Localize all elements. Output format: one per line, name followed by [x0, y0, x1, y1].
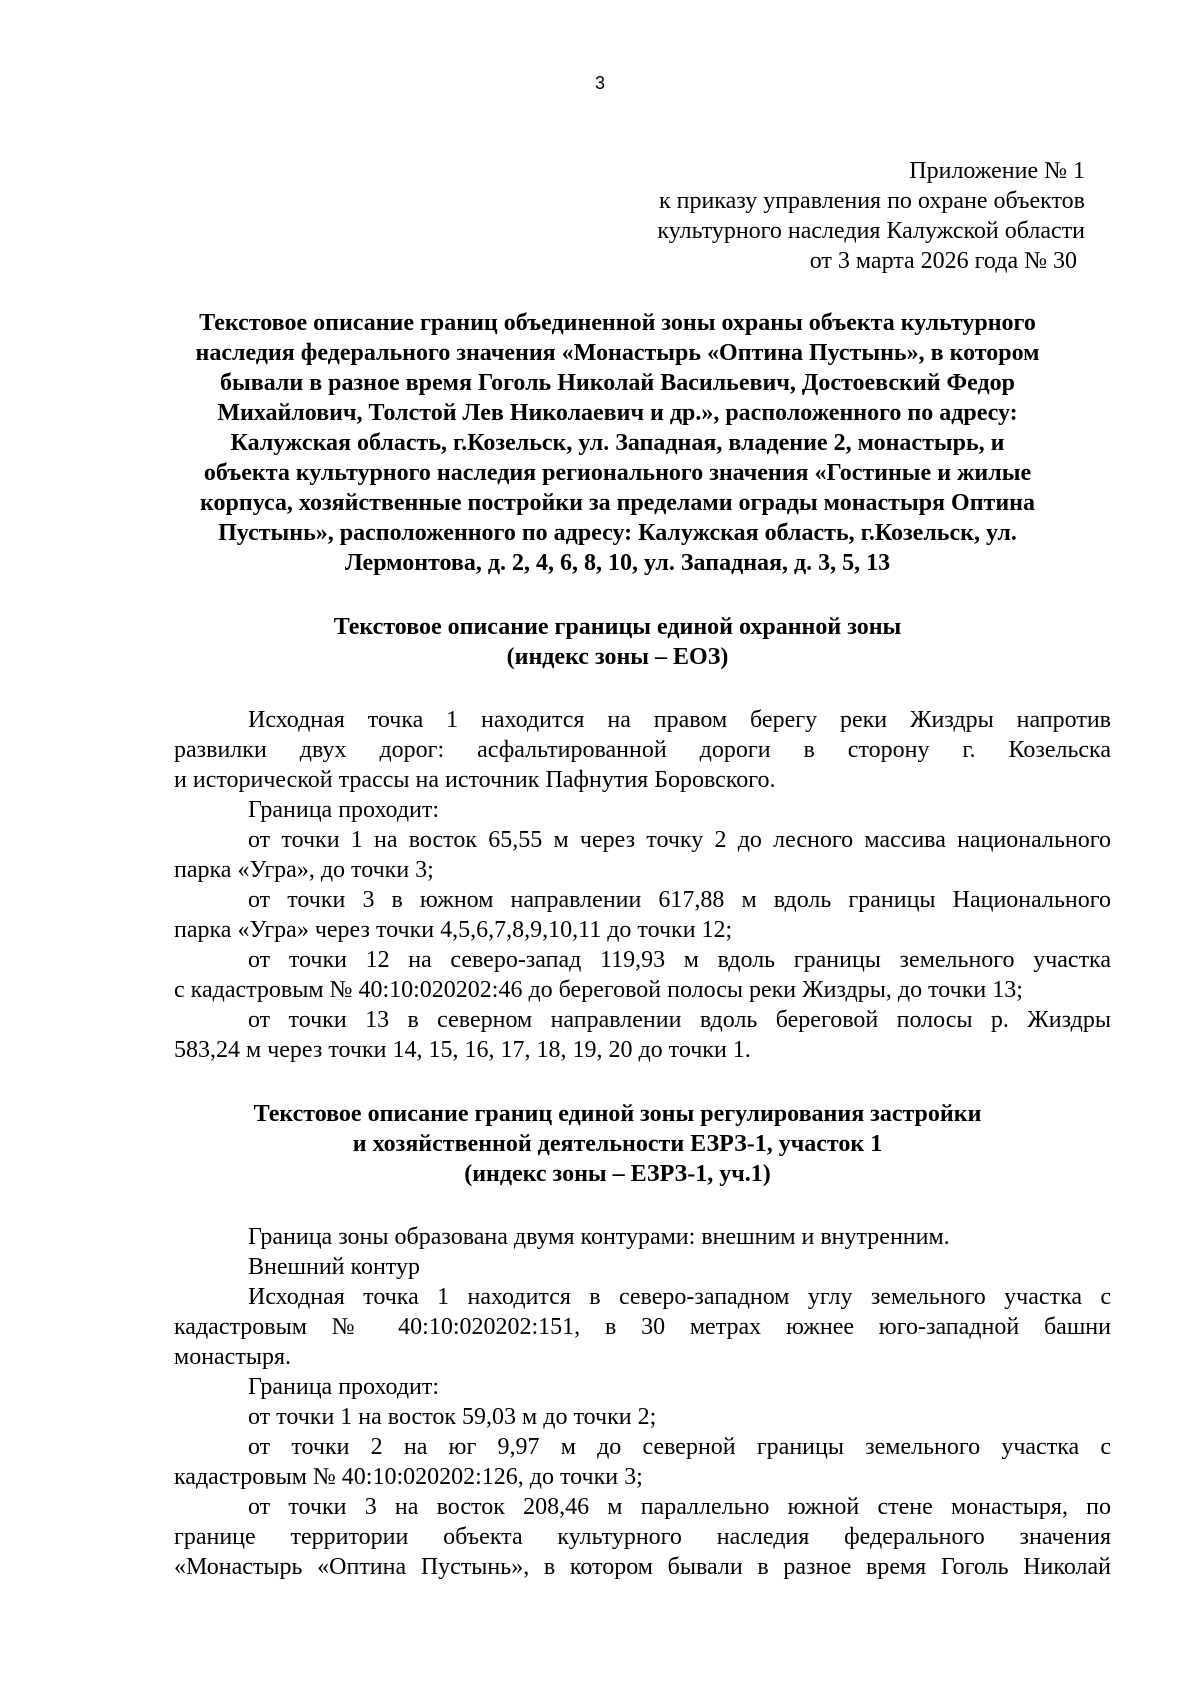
- paragraph-line: границе территории объекта культурного наследия федерального значения: [174, 1524, 1111, 1550]
- paragraph-line: Исходная точка 1 находится в северо-западном углу земельного участка с: [248, 1284, 1111, 1310]
- main-title-line: Лермонтова, д. 2, 4, 6, 8, 10, ул. Западная, д. 3, 5, 13: [344, 550, 891, 576]
- page-number: 3: [594, 73, 605, 93]
- paragraph-line: парка «Угра», до точки 3;: [174, 857, 434, 883]
- paragraph-line: от точки 13 в северном направлении вдоль береговой полосы р. Жиздры: [248, 1007, 1111, 1033]
- paragraph-line: монастыря.: [174, 1344, 291, 1370]
- section-title-line: Текстовое описание границы единой охранной зоны: [333, 614, 902, 640]
- main-title-line: наследия федерального значения «Монастырь «Оптина Пустынь», в котором: [195, 340, 1040, 366]
- paragraph-line: кадастровым № 40:10:020202:151, в 30 метрах южнее юго-западной башни: [174, 1314, 1111, 1340]
- header-line: от 3 марта 2026 года № 30: [809, 248, 1077, 274]
- paragraph-line: Исходная точка 1 находится на правом берегу реки Жиздры напротив: [248, 707, 1111, 733]
- paragraph-line: от точки 2 на юг 9,97 м до северной границы земельного участка с: [248, 1434, 1111, 1460]
- paragraph-line: Внешний контур: [248, 1254, 420, 1280]
- paragraph-line: Граница проходит:: [248, 1374, 440, 1400]
- paragraph-line: с кадастровым № 40:10:020202:46 до береговой полосы реки Жиздры, до точки 13;: [174, 977, 1023, 1003]
- main-title-line: Михайлович, Толстой Лев Николаевич и др.», расположенного по адресу:: [217, 400, 1018, 426]
- paragraph-line: 583,24 м через точки 14, 15, 16, 17, 18, 19, 20 до точки 1.: [174, 1037, 751, 1063]
- main-title-line: Текстовое описание границ объединенной зоны охраны объекта культурного: [199, 310, 1036, 336]
- main-title-line: корпуса, хозяйственные постройки за пределами ограды монастыря Оптина: [200, 490, 1035, 516]
- section-title-line: Текстовое описание границ единой зоны регулирования застройки: [253, 1101, 982, 1127]
- paragraph-line: парка «Угра» через точки 4,5,6,7,8,9,10,11 до точки 12;: [174, 917, 733, 943]
- main-title-line: Калужская область, г.Козельск, ул. Западная, владение 2, монастырь, и: [230, 430, 1005, 456]
- paragraph-line: Граница проходит:: [248, 797, 440, 823]
- section-title-line: (индекс зоны – ЕОЗ): [506, 644, 729, 670]
- main-title-line: Пустынь», расположенного по адресу: Калужская область, г.Козельск, ул.: [218, 520, 1017, 546]
- section-title-line: и хозяйственной деятельности ЕЗРЗ-1, участок 1: [352, 1131, 883, 1157]
- paragraph-line: от точки 1 на восток 59,03 м до точки 2;: [248, 1404, 657, 1430]
- paragraph-line: от точки 1 на восток 65,55 м через точку 2 до лесного массива национального: [248, 827, 1111, 853]
- paragraph-line: от точки 3 на восток 208,46 м параллельно южной стене монастыря, по: [248, 1494, 1111, 1520]
- paragraph-line: кадастровым № 40:10:020202:126, до точки 3;: [174, 1464, 643, 1490]
- header-line: к приказу управления по охране объектов: [658, 188, 1085, 214]
- main-title-line: объекта культурного наследия регионального значения «Гостиные и жилые: [203, 460, 1032, 486]
- paragraph-line: от точки 12 на северо-запад 119,93 м вдоль границы земельного участка: [248, 947, 1111, 973]
- paragraph-line: «Монастырь «Оптина Пустынь», в котором бывали в разное время Гоголь Николай: [174, 1554, 1111, 1580]
- paragraph-line: и исторической трассы на источник Пафнутия Боровского.: [174, 767, 776, 793]
- header-line: Приложение № 1: [909, 158, 1085, 184]
- paragraph-line: развилки двух дорог: асфальтированной дороги в сторону г. Козельска: [174, 737, 1111, 763]
- main-title-line: бывали в разное время Гоголь Николай Васильевич, Достоевский Федор: [220, 370, 1015, 396]
- paragraph-line: Граница зоны образована двумя контурами: внешним и внутренним.: [248, 1224, 950, 1250]
- header-line: культурного наследия Калужской области: [657, 218, 1085, 244]
- section-title-line: (индекс зоны – ЕЗРЗ-1, уч.1): [464, 1161, 771, 1187]
- paragraph-line: от точки 3 в южном направлении 617,88 м вдоль границы Национального: [248, 887, 1111, 913]
